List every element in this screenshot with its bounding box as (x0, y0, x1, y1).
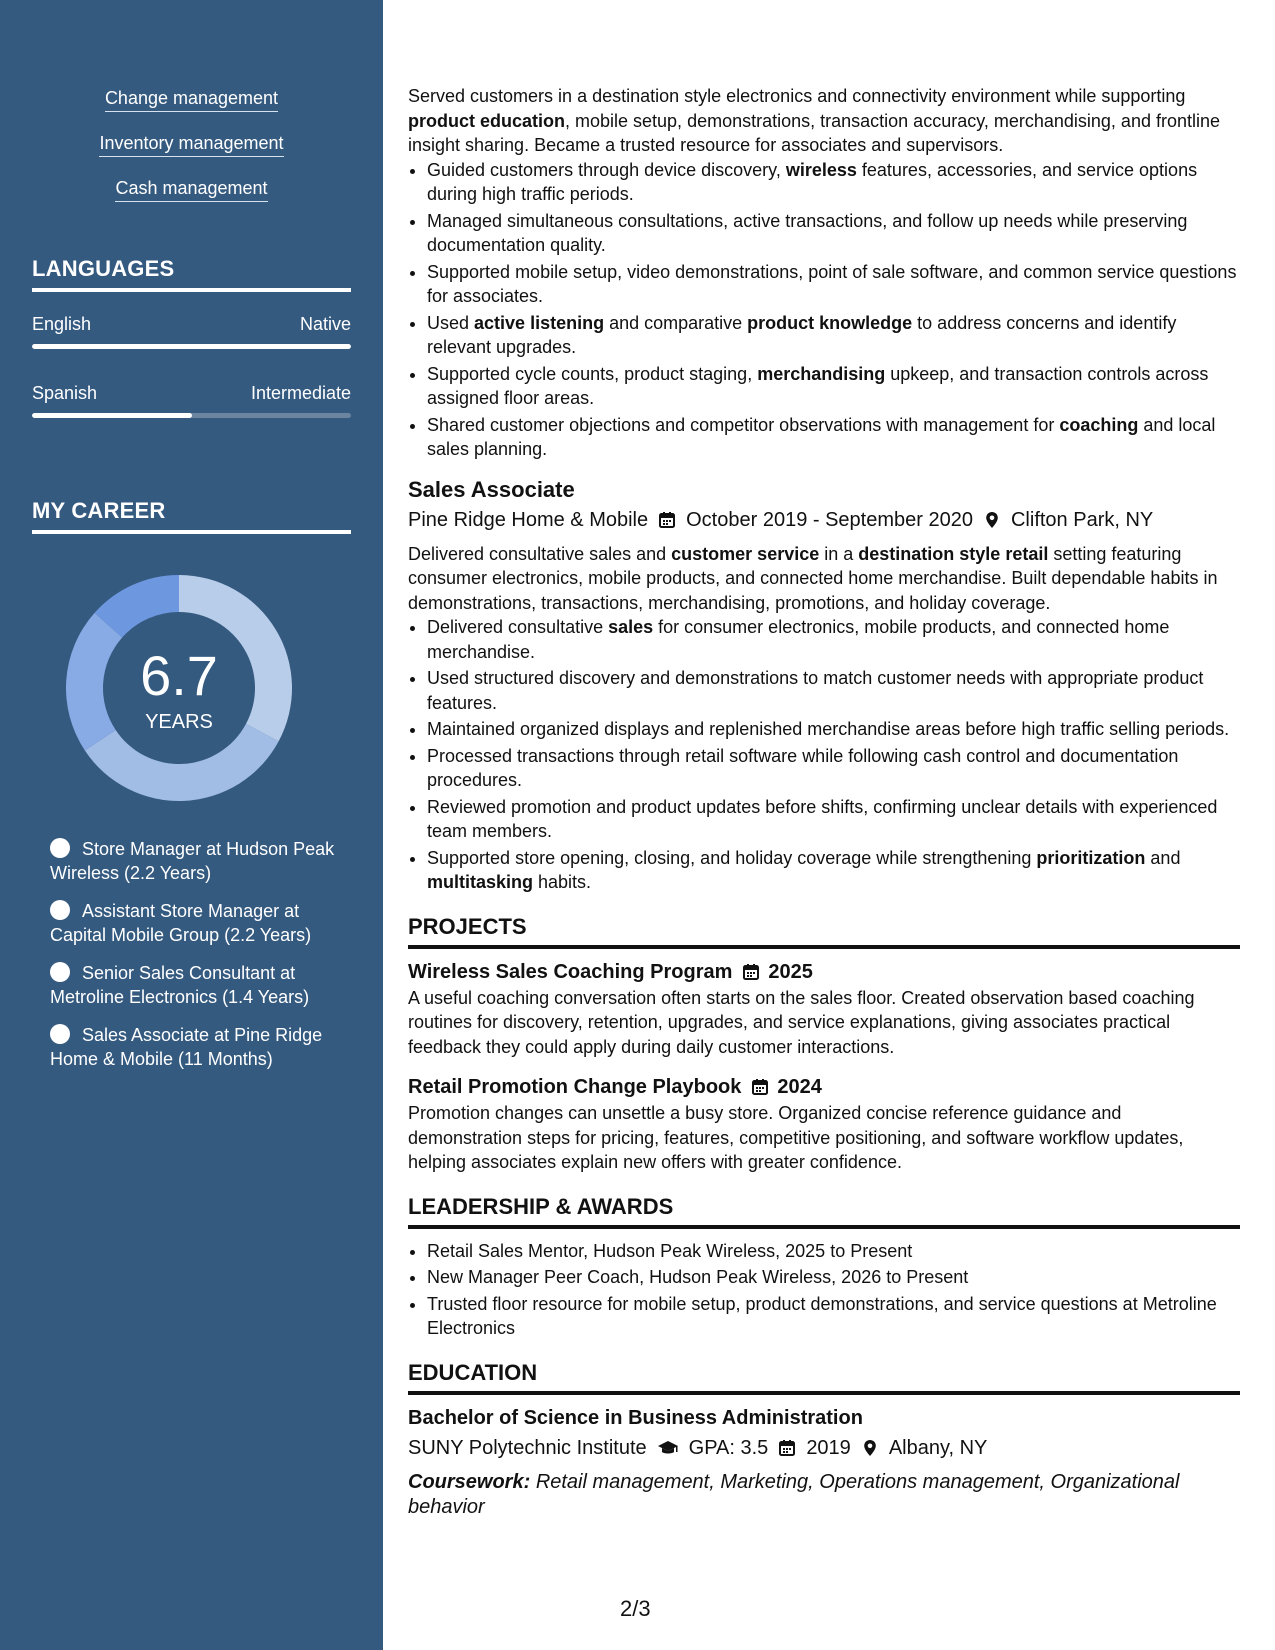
job-summary: Delivered consultative sales and customer service in a destination style retail setting featuring consumer electronics, mobile products, and connected home merchandise. Built dependable habits in demonstrations, transactions, merchandising, promotions, and holiday coverage. (408, 543, 1218, 613)
page-number: 2/3 (620, 1596, 651, 1621)
project-description: A useful coaching conversation often starts on the sales floor. Created observation based coaching routines for discovery, retention, upgrades, and service explanations, giving associates practical feedback they could apply during daily customer interactions. (408, 987, 1195, 1057)
bullet-item: • Maintained organized displays and replenished merchandise areas before high traffic selling periods. (427, 717, 1240, 742)
awards-heading: LEADERSHIP & AWARDS (408, 1193, 1240, 1229)
career-dot (50, 1024, 70, 1044)
donut-segment (85, 724, 279, 801)
bullet-item: • Used structured discovery and demonstrations to match customer needs with appropriate product features. (427, 666, 1240, 715)
skill-link[interactable]: Cash management (0, 178, 383, 202)
bullet-item: • Shared customer objections and competitor observations with management for coaching and local sales planning. (427, 413, 1240, 462)
coursework-label: Coursework: (408, 1470, 531, 1493)
language-row (32, 383, 351, 404)
languages-heading: LANGUAGES (32, 256, 351, 292)
education-heading: EDUCATION (408, 1359, 1240, 1395)
language-name: English (32, 314, 92, 334)
projects-heading: PROJECTS (408, 913, 1240, 949)
coursework (408, 1470, 1240, 1520)
project-year: 2024 (777, 1076, 822, 1098)
company-name: Pine Ridge Home & Mobile (408, 508, 649, 531)
skill-link[interactable]: Inventory management (0, 133, 383, 157)
language-bar (32, 413, 351, 418)
language-name: Spanish (32, 383, 98, 403)
project-title: Retail Promotion Change Playbook 2024 (408, 1073, 1240, 1101)
bullet-item: • Delivered consultative sales for consumer electronics, mobile products, and connected home merchandise. (427, 615, 1240, 664)
career-dot (50, 838, 70, 858)
award-item: • Retail Sales Mentor, Hudson Peak Wireless, 2025 to Present (427, 1239, 1240, 1264)
career-total-unit: YEARS (145, 711, 213, 733)
job-bullets (408, 615, 1240, 895)
career-total-value: 6.7 (140, 644, 218, 707)
language-bar-fill (32, 344, 351, 349)
graduation-year: 2019 (806, 1436, 851, 1459)
project-title: Wireless Sales Coaching Program 2025 (408, 958, 1240, 986)
graduation-cap-icon (657, 1439, 679, 1457)
language-row (32, 314, 351, 335)
career-item: Store Manager at Hudson Peak Wireless (2.2 Years) (50, 839, 335, 883)
education-meta (408, 1434, 1240, 1462)
language-level: Native (299, 314, 351, 334)
calendar-icon (751, 1078, 769, 1096)
bullet-item: • Supported store opening, closing, and holiday coverage while strengthening prioritization and multitasking habits. (427, 846, 1240, 895)
bullet-item: • Reviewed promotion and product updates before shifts, confirming unclear details with experienced team members. (427, 795, 1240, 844)
job-location: Clifton Park, NY (1010, 508, 1154, 531)
calendar-icon (742, 963, 760, 981)
bullet-item: • Managed simultaneous consultations, active transactions, and follow up needs while preserving documentation quality. (427, 209, 1240, 258)
career-list (50, 837, 340, 1085)
language-bar (32, 344, 351, 349)
calendar-icon (658, 511, 676, 529)
bullet-item: • Guided customers through device discovery, wireless features, accessories, and service options during high traffic periods. (427, 158, 1240, 207)
job-summary: Served customers in a destination style electronics and connectivity environment while supporting product education, mobile setup, demonstrations, transaction accuracy, merchandising, and frontline insight sharing. Became a trusted resource for associates and supervisors. (408, 86, 1221, 155)
career-item: Senior Sales Consultant at Metroline Electronics (1.4 Years) (50, 963, 310, 1007)
job-meta (408, 506, 1240, 534)
location-pin-icon (983, 511, 1001, 529)
calendar-icon (778, 1439, 796, 1457)
bullet-item: • Supported cycle counts, product staging, merchandising upkeep, and transaction controls across assigned floor areas. (427, 362, 1240, 411)
awards-list (408, 1239, 1240, 1341)
project-year: 2025 (768, 960, 813, 983)
skill-link[interactable]: Change management (0, 88, 383, 112)
career-donut-chart (66, 575, 292, 801)
bullet-item: • Used active listening and comparative product knowledge to address concerns and identify relevant upgrades. (427, 311, 1240, 360)
job-title: Sales Associate (408, 476, 575, 502)
language-level: Intermediate (250, 383, 351, 403)
degree-title: Bachelor of Science in Business Administration (408, 1406, 863, 1429)
career-item: Assistant Store Manager at Capital Mobile Group (2.2 Years) (50, 901, 312, 945)
career-item: Sales Associate at Pine Ridge Home & Mobile (11 Months) (50, 1025, 323, 1069)
job-dates: October 2019 - September 2020 (686, 508, 973, 531)
career-dot (50, 900, 70, 920)
bullet-item: • Processed transactions through retail software while following cash control and documentation procedures. (427, 744, 1240, 793)
project-description: Promotion changes can unsettle a busy store. Organized concise reference guidance and demonstration steps for pricing, features, competitive positioning, and software workflow updates, helping associates explain new offers with greater confidence. (408, 1103, 1184, 1172)
award-item: • New Manager Peer Coach, Hudson Peak Wireless, 2026 to Present (427, 1265, 1240, 1290)
main-content (408, 84, 1240, 1520)
career-dot (50, 962, 70, 982)
career-heading: MY CAREER (32, 498, 351, 534)
school-name: SUNY Polytechnic Institute (408, 1436, 647, 1459)
location-pin-icon (861, 1439, 879, 1457)
gpa: GPA: 3.5 (688, 1436, 769, 1459)
donut-segment (66, 613, 122, 751)
sidebar (0, 0, 383, 1650)
school-location: Albany, NY (888, 1436, 988, 1459)
award-item: • Trusted floor resource for mobile setup, product demonstrations, and service questions at Metroline Electronics (427, 1292, 1240, 1341)
language-bar-fill (32, 413, 192, 418)
coursework-list: Retail management, Marketing, Operations management, Organizational behavior (408, 1470, 1180, 1518)
bullet-item: • Supported mobile setup, video demonstrations, point of sale software, and common service questions for associates. (427, 260, 1240, 309)
job-bullets (408, 158, 1240, 462)
